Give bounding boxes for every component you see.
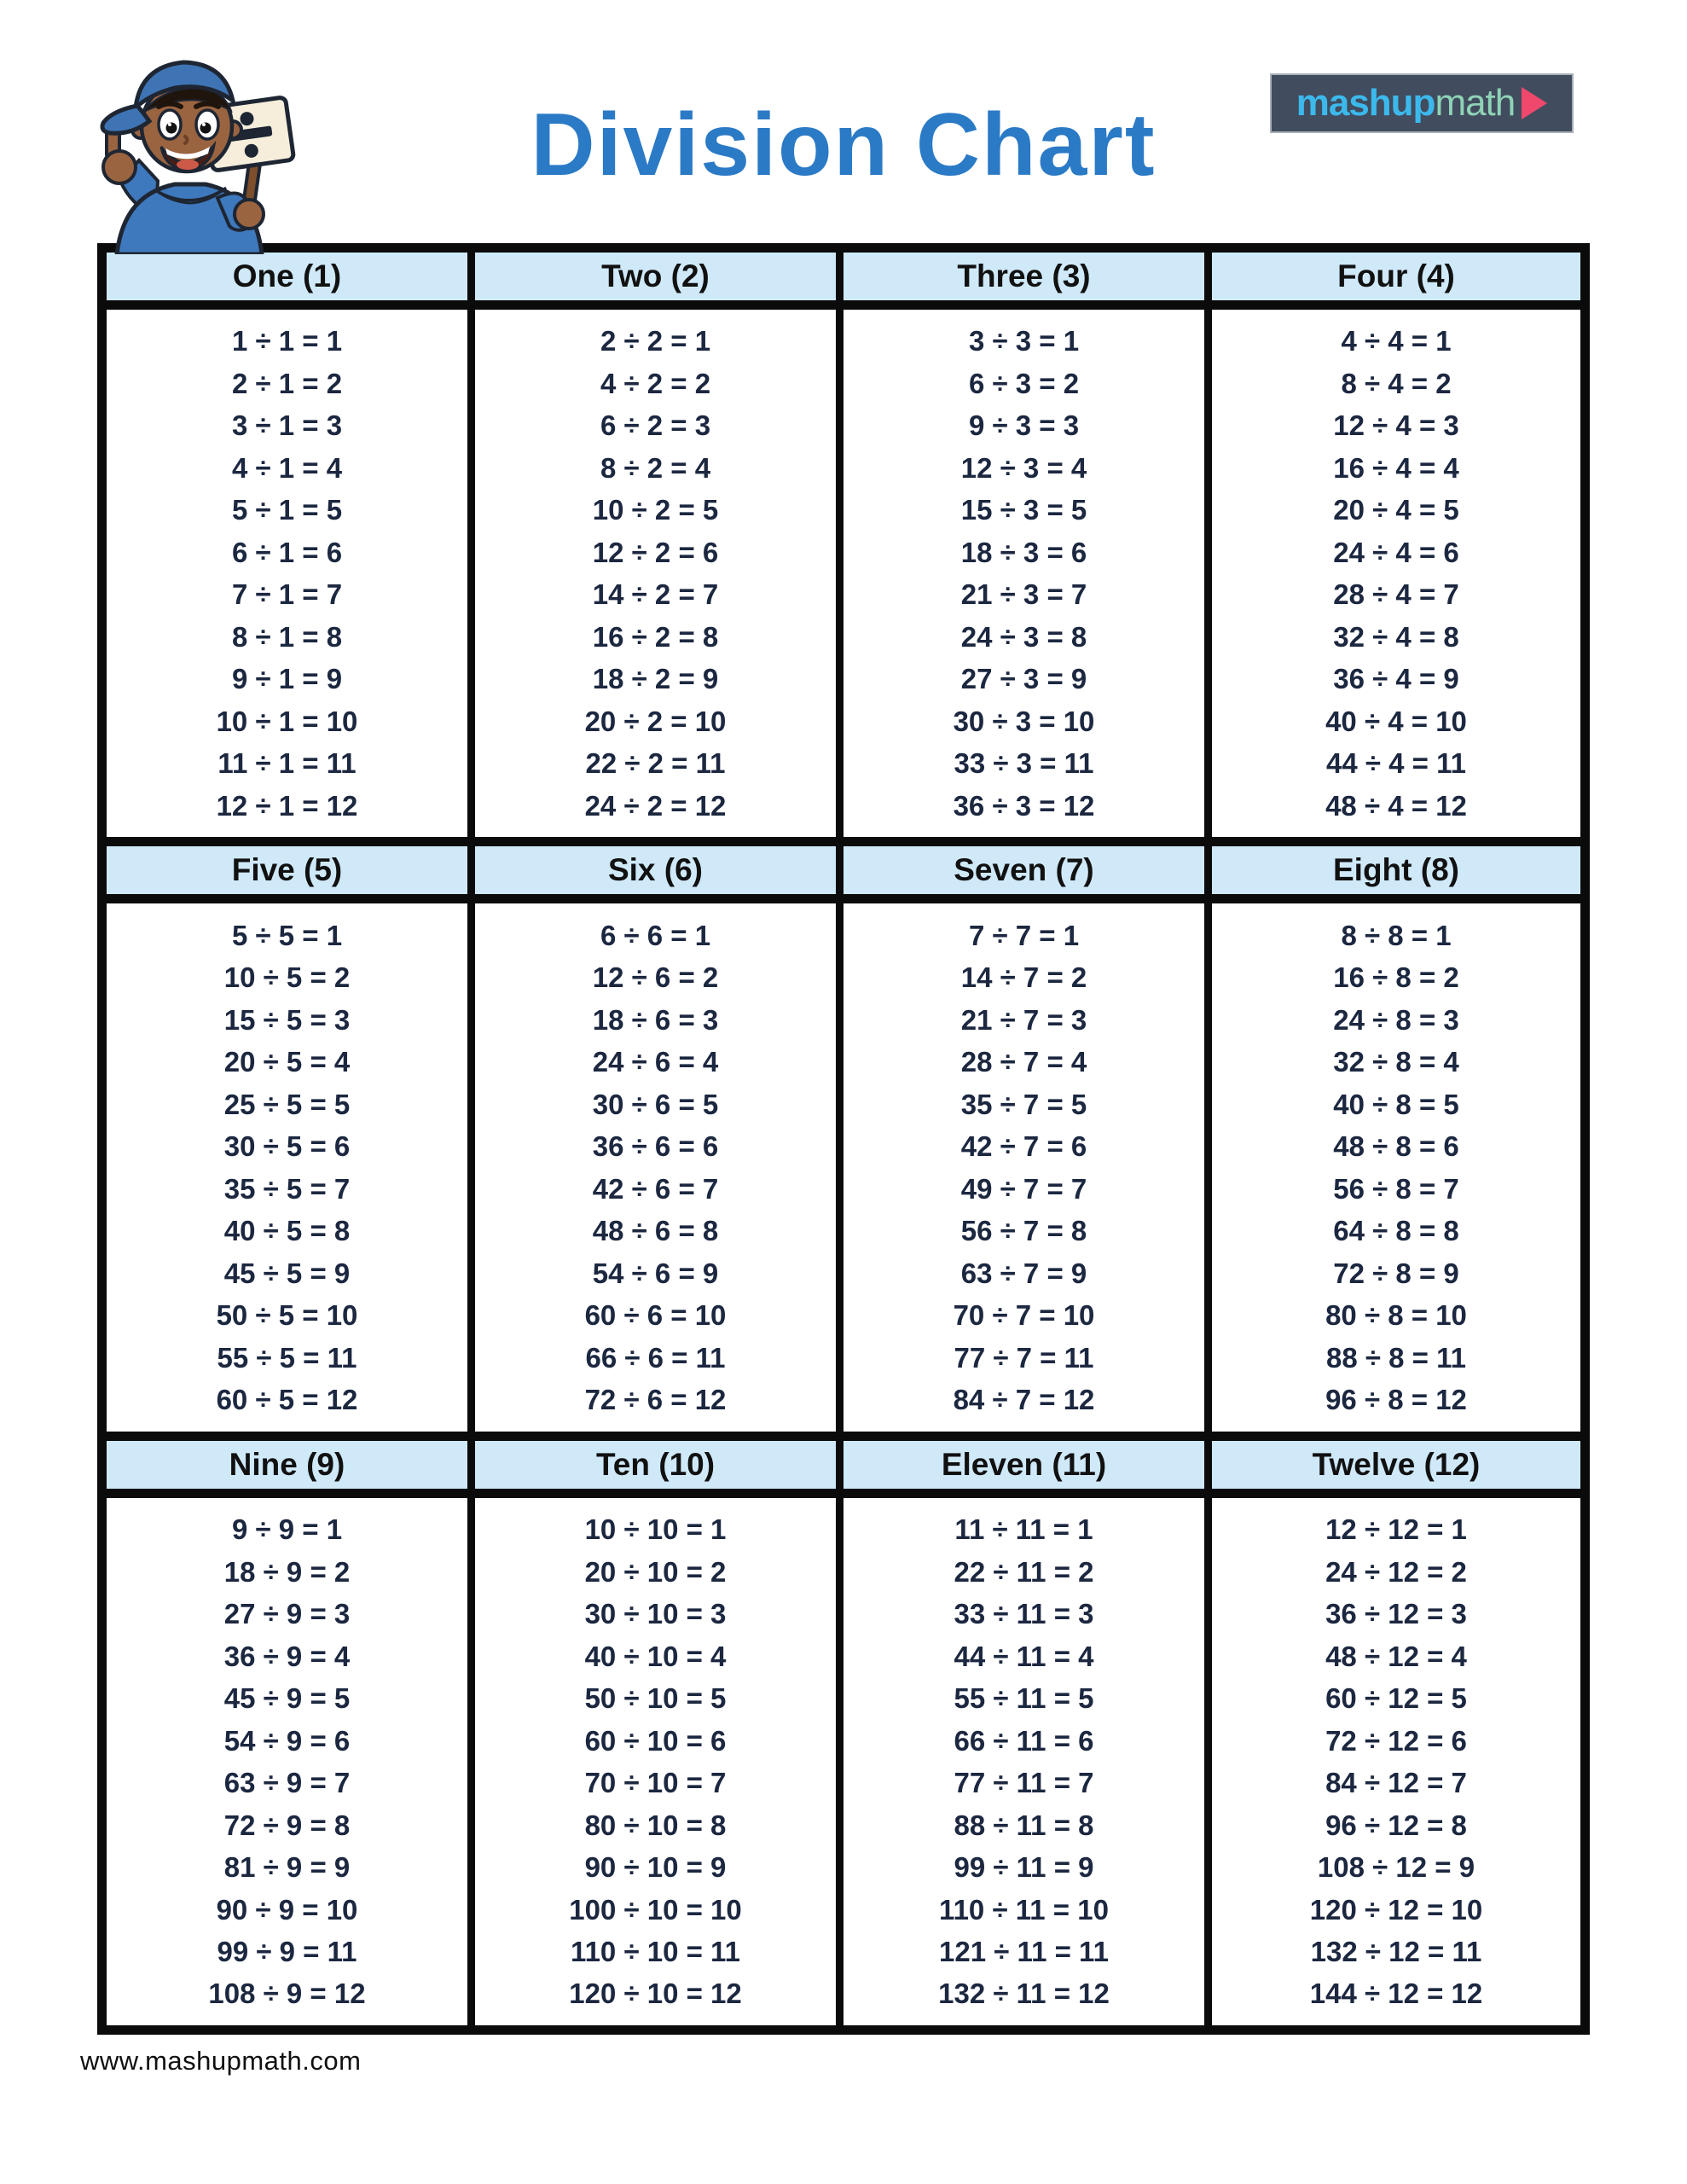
play-triangle-icon bbox=[1522, 87, 1547, 119]
division-column-three bbox=[844, 310, 1212, 837]
division-fact: 4 ÷ 2 = 2 bbox=[600, 367, 711, 399]
division-fact: 11 ÷ 1 = 11 bbox=[217, 747, 357, 780]
division-fact: 10 ÷ 1 = 10 bbox=[216, 705, 358, 737]
division-fact: 48 ÷ 12 = 4 bbox=[1325, 1640, 1467, 1672]
division-fact: 28 ÷ 4 = 7 bbox=[1333, 578, 1459, 611]
page-title: Division Chart bbox=[530, 96, 1157, 195]
division-fact: 20 ÷ 2 = 10 bbox=[584, 705, 727, 737]
division-fact: 4 ÷ 4 = 1 bbox=[1341, 325, 1452, 357]
division-fact: 7 ÷ 1 = 7 bbox=[231, 578, 343, 611]
division-fact: 12 ÷ 4 = 3 bbox=[1333, 410, 1459, 442]
division-fact: 77 ÷ 7 = 11 bbox=[954, 1341, 1094, 1374]
mashupmath-logo bbox=[1270, 73, 1574, 133]
division-fact: 144 ÷ 12 = 12 bbox=[1309, 1978, 1483, 2010]
division-fact: 16 ÷ 4 = 4 bbox=[1333, 451, 1459, 484]
division-fact: 40 ÷ 8 = 5 bbox=[1333, 1088, 1459, 1120]
division-fact: 28 ÷ 7 = 4 bbox=[960, 1046, 1087, 1078]
division-fact: 36 ÷ 3 = 12 bbox=[953, 789, 1095, 822]
division-fact: 12 ÷ 1 = 12 bbox=[216, 789, 358, 822]
column-header-four: Four (4) bbox=[1337, 258, 1455, 293]
division-fact: 25 ÷ 5 = 5 bbox=[223, 1088, 351, 1120]
division-fact: 96 ÷ 12 = 8 bbox=[1325, 1809, 1467, 1841]
division-fact: 14 ÷ 7 = 2 bbox=[960, 961, 1087, 994]
division-fact: 108 ÷ 9 = 12 bbox=[208, 1978, 366, 2010]
division-fact: 20 ÷ 4 = 5 bbox=[1333, 494, 1459, 526]
division-fact: 20 ÷ 10 = 2 bbox=[584, 1555, 727, 1588]
division-fact: 66 ÷ 11 = 6 bbox=[954, 1724, 1094, 1757]
division-fact: 8 ÷ 8 = 1 bbox=[1341, 919, 1452, 951]
division-fact: 60 ÷ 5 = 12 bbox=[216, 1384, 358, 1416]
division-fact: 18 ÷ 9 = 2 bbox=[223, 1555, 351, 1588]
division-fact: 22 ÷ 2 = 11 bbox=[585, 747, 726, 780]
division-fact: 14 ÷ 2 = 7 bbox=[592, 578, 719, 611]
pupil bbox=[166, 123, 177, 134]
division-fact: 5 ÷ 5 = 1 bbox=[231, 919, 343, 951]
division-fact: 3 ÷ 3 = 1 bbox=[968, 325, 1080, 357]
division-fact: 24 ÷ 12 = 2 bbox=[1325, 1555, 1467, 1588]
division-fact: 100 ÷ 10 = 10 bbox=[569, 1893, 742, 1926]
column-header-seven: Seven (7) bbox=[844, 846, 1212, 894]
column-header-twelve: Twelve (12) bbox=[1312, 1446, 1481, 1482]
division-fact: 36 ÷ 12 = 3 bbox=[1325, 1598, 1467, 1630]
column-header-nine: Nine (9) bbox=[107, 1441, 475, 1489]
division-chart-table bbox=[97, 243, 1590, 2035]
division-fact: 84 ÷ 12 = 7 bbox=[1325, 1767, 1467, 1799]
division-fact: 99 ÷ 11 = 9 bbox=[954, 1851, 1094, 1884]
division-fact: 132 ÷ 11 = 12 bbox=[938, 1978, 1110, 2010]
division-fact: 72 ÷ 9 = 8 bbox=[223, 1809, 351, 1841]
division-fact: 60 ÷ 6 = 10 bbox=[584, 1299, 727, 1332]
division-column-four bbox=[1212, 310, 1580, 837]
band-3-body bbox=[107, 1498, 1580, 2025]
division-column-twelve bbox=[1212, 1498, 1580, 2025]
division-fact: 50 ÷ 5 = 10 bbox=[216, 1299, 358, 1332]
division-fact: 81 ÷ 9 = 9 bbox=[223, 1851, 351, 1884]
division-fact: 36 ÷ 4 = 9 bbox=[1333, 663, 1459, 695]
division-fact: 21 ÷ 3 = 7 bbox=[960, 578, 1087, 611]
band-1-header-row bbox=[107, 253, 1580, 310]
division-column-five bbox=[107, 903, 475, 1431]
division-fact: 63 ÷ 9 = 7 bbox=[223, 1767, 351, 1799]
division-fact: 54 ÷ 6 = 9 bbox=[592, 1257, 719, 1289]
division-fact: 42 ÷ 7 = 6 bbox=[960, 1130, 1087, 1163]
division-column-one bbox=[107, 310, 475, 837]
division-fact: 40 ÷ 10 = 4 bbox=[584, 1640, 727, 1672]
column-header-one: One (1) bbox=[107, 253, 475, 300]
eyebrow bbox=[196, 104, 218, 107]
eyebrow bbox=[159, 104, 181, 107]
division-fact: 15 ÷ 5 = 3 bbox=[223, 1003, 351, 1036]
division-fact: 20 ÷ 5 = 4 bbox=[223, 1046, 351, 1078]
tongue bbox=[177, 160, 199, 170]
division-fact: 12 ÷ 2 = 6 bbox=[592, 536, 719, 568]
division-fact: 63 ÷ 7 = 9 bbox=[960, 1257, 1087, 1289]
division-fact: 16 ÷ 8 = 2 bbox=[1333, 961, 1459, 994]
division-fact: 88 ÷ 8 = 11 bbox=[1325, 1341, 1466, 1374]
division-fact: 18 ÷ 3 = 6 bbox=[960, 536, 1087, 568]
logo-text-math: math bbox=[1435, 82, 1516, 124]
eye-glint bbox=[202, 123, 206, 126]
division-fact: 24 ÷ 4 = 6 bbox=[1333, 536, 1459, 568]
division-fact: 48 ÷ 6 = 8 bbox=[592, 1215, 719, 1247]
division-fact: 64 ÷ 8 = 8 bbox=[1333, 1215, 1459, 1247]
division-fact: 12 ÷ 3 = 4 bbox=[960, 451, 1087, 484]
division-fact: 24 ÷ 2 = 12 bbox=[584, 789, 727, 822]
division-fact: 56 ÷ 8 = 7 bbox=[1333, 1172, 1459, 1205]
column-header-three: Three (3) bbox=[844, 253, 1212, 300]
division-fact: 3 ÷ 1 = 3 bbox=[231, 410, 343, 442]
division-fact: 72 ÷ 8 = 9 bbox=[1333, 1257, 1459, 1289]
division-fact: 40 ÷ 5 = 8 bbox=[223, 1215, 351, 1247]
division-column-nine bbox=[107, 1498, 475, 2025]
division-column-eleven bbox=[844, 1498, 1212, 2025]
band-3-header-row bbox=[107, 1441, 1580, 1498]
division-fact: 30 ÷ 6 = 5 bbox=[592, 1088, 719, 1120]
band-1 bbox=[107, 253, 1580, 837]
division-fact: 5 ÷ 1 = 5 bbox=[231, 494, 343, 526]
division-column-eight bbox=[1212, 903, 1580, 1431]
division-fact: 66 ÷ 6 = 11 bbox=[585, 1341, 726, 1374]
division-fact: 8 ÷ 4 = 2 bbox=[1341, 367, 1452, 399]
division-fact: 44 ÷ 11 = 4 bbox=[954, 1640, 1094, 1672]
division-column-ten bbox=[475, 1498, 844, 2025]
division-fact: 24 ÷ 8 = 3 bbox=[1333, 1003, 1459, 1036]
division-fact: 27 ÷ 3 = 9 bbox=[960, 663, 1087, 695]
division-fact: 108 ÷ 12 = 9 bbox=[1317, 1851, 1475, 1884]
division-fact: 6 ÷ 3 = 2 bbox=[968, 367, 1080, 399]
division-fact: 55 ÷ 5 = 11 bbox=[217, 1341, 357, 1374]
division-fact: 50 ÷ 10 = 5 bbox=[584, 1682, 727, 1715]
band-1-body bbox=[107, 310, 1580, 837]
division-fact: 80 ÷ 10 = 8 bbox=[584, 1809, 727, 1841]
division-fact: 96 ÷ 8 = 12 bbox=[1325, 1384, 1467, 1416]
mascot-boy-division-sign-illustration bbox=[81, 34, 299, 254]
division-fact: 6 ÷ 1 = 6 bbox=[231, 536, 343, 568]
division-fact: 30 ÷ 3 = 10 bbox=[953, 705, 1095, 737]
right-fist bbox=[235, 200, 264, 229]
division-fact: 70 ÷ 10 = 7 bbox=[584, 1767, 727, 1799]
division-fact: 54 ÷ 9 = 6 bbox=[223, 1724, 351, 1757]
division-fact: 110 ÷ 11 = 10 bbox=[939, 1893, 1109, 1926]
division-fact: 11 ÷ 11 = 1 bbox=[954, 1513, 1093, 1546]
division-fact: 42 ÷ 6 = 7 bbox=[592, 1172, 719, 1205]
division-fact: 32 ÷ 8 = 4 bbox=[1333, 1046, 1459, 1078]
division-fact: 10 ÷ 5 = 2 bbox=[223, 961, 351, 994]
division-fact: 36 ÷ 9 = 4 bbox=[223, 1640, 351, 1672]
division-fact: 90 ÷ 10 = 9 bbox=[584, 1851, 727, 1884]
logo-text-mashup: mashup bbox=[1296, 82, 1435, 124]
division-fact: 6 ÷ 2 = 3 bbox=[600, 410, 711, 442]
band-2-header-row bbox=[107, 846, 1580, 903]
division-fact: 33 ÷ 11 = 3 bbox=[954, 1598, 1094, 1630]
left-fist bbox=[103, 151, 136, 183]
division-fact: 18 ÷ 6 = 3 bbox=[592, 1003, 719, 1036]
band-2 bbox=[107, 837, 1580, 1431]
division-fact: 24 ÷ 6 = 4 bbox=[592, 1046, 719, 1078]
division-fact: 6 ÷ 6 = 1 bbox=[600, 919, 711, 951]
division-fact: 35 ÷ 7 = 5 bbox=[960, 1088, 1087, 1120]
division-column-seven bbox=[844, 903, 1212, 1431]
division-fact: 121 ÷ 11 = 11 bbox=[939, 1935, 1109, 1967]
pupil bbox=[200, 123, 212, 134]
division-fact: 99 ÷ 9 = 11 bbox=[217, 1935, 357, 1967]
division-fact: 48 ÷ 8 = 6 bbox=[1333, 1130, 1459, 1163]
division-fact: 120 ÷ 10 = 12 bbox=[569, 1978, 742, 2010]
band-3 bbox=[107, 1432, 1580, 2025]
division-fact: 90 ÷ 9 = 10 bbox=[216, 1893, 358, 1926]
column-header-two: Two (2) bbox=[475, 253, 844, 300]
division-fact: 56 ÷ 7 = 8 bbox=[960, 1215, 1087, 1247]
division-fact: 132 ÷ 12 = 11 bbox=[1310, 1935, 1482, 1967]
column-header-five: Five (5) bbox=[107, 846, 475, 894]
column-header-ten: Ten (10) bbox=[475, 1441, 844, 1489]
division-fact: 44 ÷ 4 = 11 bbox=[1325, 747, 1466, 780]
division-fact: 45 ÷ 5 = 9 bbox=[223, 1257, 351, 1289]
division-fact: 48 ÷ 4 = 12 bbox=[1325, 789, 1467, 822]
division-fact: 80 ÷ 8 = 10 bbox=[1325, 1299, 1467, 1332]
division-fact: 30 ÷ 5 = 6 bbox=[223, 1130, 351, 1163]
division-fact: 88 ÷ 11 = 8 bbox=[954, 1809, 1094, 1841]
division-fact: 2 ÷ 1 = 2 bbox=[231, 367, 343, 399]
division-fact: 4 ÷ 1 = 4 bbox=[231, 451, 343, 484]
division-fact: 9 ÷ 3 = 3 bbox=[968, 410, 1080, 442]
division-fact: 72 ÷ 12 = 6 bbox=[1325, 1724, 1467, 1757]
division-fact: 77 ÷ 11 = 7 bbox=[954, 1767, 1094, 1799]
division-fact: 12 ÷ 6 = 2 bbox=[592, 961, 719, 994]
division-fact: 1 ÷ 1 = 1 bbox=[231, 325, 343, 357]
division-fact: 12 ÷ 12 = 1 bbox=[1325, 1513, 1467, 1546]
division-fact: 40 ÷ 4 = 10 bbox=[1325, 705, 1467, 737]
division-column-six bbox=[475, 903, 844, 1431]
division-fact: 32 ÷ 4 = 8 bbox=[1333, 620, 1459, 653]
division-fact: 27 ÷ 9 = 3 bbox=[223, 1598, 351, 1630]
division-fact: 30 ÷ 10 = 3 bbox=[584, 1598, 727, 1630]
column-header-six: Six (6) bbox=[475, 846, 844, 894]
division-fact: 10 ÷ 10 = 1 bbox=[584, 1513, 727, 1546]
division-column-two bbox=[475, 310, 844, 837]
division-fact: 55 ÷ 11 = 5 bbox=[954, 1682, 1094, 1715]
division-fact: 60 ÷ 10 = 6 bbox=[584, 1724, 727, 1757]
division-fact: 16 ÷ 2 = 8 bbox=[592, 620, 719, 653]
division-fact: 9 ÷ 9 = 1 bbox=[231, 1513, 343, 1546]
division-fact: 10 ÷ 2 = 5 bbox=[592, 494, 719, 526]
mascot-svg bbox=[81, 34, 299, 254]
eye-glint bbox=[168, 123, 171, 126]
division-fact: 7 ÷ 7 = 1 bbox=[968, 919, 1080, 951]
band-2-body bbox=[107, 903, 1580, 1431]
division-fact: 70 ÷ 7 = 10 bbox=[953, 1299, 1095, 1332]
division-fact: 18 ÷ 2 = 9 bbox=[592, 663, 719, 695]
footer-url: www.mashupmath.com bbox=[80, 2046, 362, 2076]
division-fact: 2 ÷ 2 = 1 bbox=[600, 325, 711, 357]
division-fact: 15 ÷ 3 = 5 bbox=[960, 494, 1087, 526]
column-header-eight: Eight (8) bbox=[1333, 852, 1459, 888]
division-fact: 72 ÷ 6 = 12 bbox=[584, 1384, 727, 1416]
division-fact: 21 ÷ 7 = 3 bbox=[960, 1003, 1087, 1036]
division-fact: 22 ÷ 11 = 2 bbox=[954, 1555, 1094, 1588]
column-header-eleven: Eleven (11) bbox=[844, 1441, 1212, 1489]
division-fact: 8 ÷ 2 = 4 bbox=[600, 451, 711, 484]
division-fact: 33 ÷ 3 = 11 bbox=[954, 747, 1094, 780]
division-fact: 8 ÷ 1 = 8 bbox=[231, 620, 343, 653]
division-fact: 45 ÷ 9 = 5 bbox=[223, 1682, 351, 1715]
division-fact: 24 ÷ 3 = 8 bbox=[960, 620, 1087, 653]
division-fact: 60 ÷ 12 = 5 bbox=[1325, 1682, 1467, 1715]
division-fact: 120 ÷ 12 = 10 bbox=[1309, 1893, 1483, 1926]
division-fact: 36 ÷ 6 = 6 bbox=[592, 1130, 719, 1163]
division-fact: 110 ÷ 10 = 11 bbox=[571, 1935, 740, 1967]
division-fact: 84 ÷ 7 = 12 bbox=[953, 1384, 1095, 1416]
division-fact: 49 ÷ 7 = 7 bbox=[960, 1172, 1087, 1205]
division-fact: 35 ÷ 5 = 7 bbox=[223, 1172, 351, 1205]
division-fact: 9 ÷ 1 = 9 bbox=[231, 663, 343, 695]
